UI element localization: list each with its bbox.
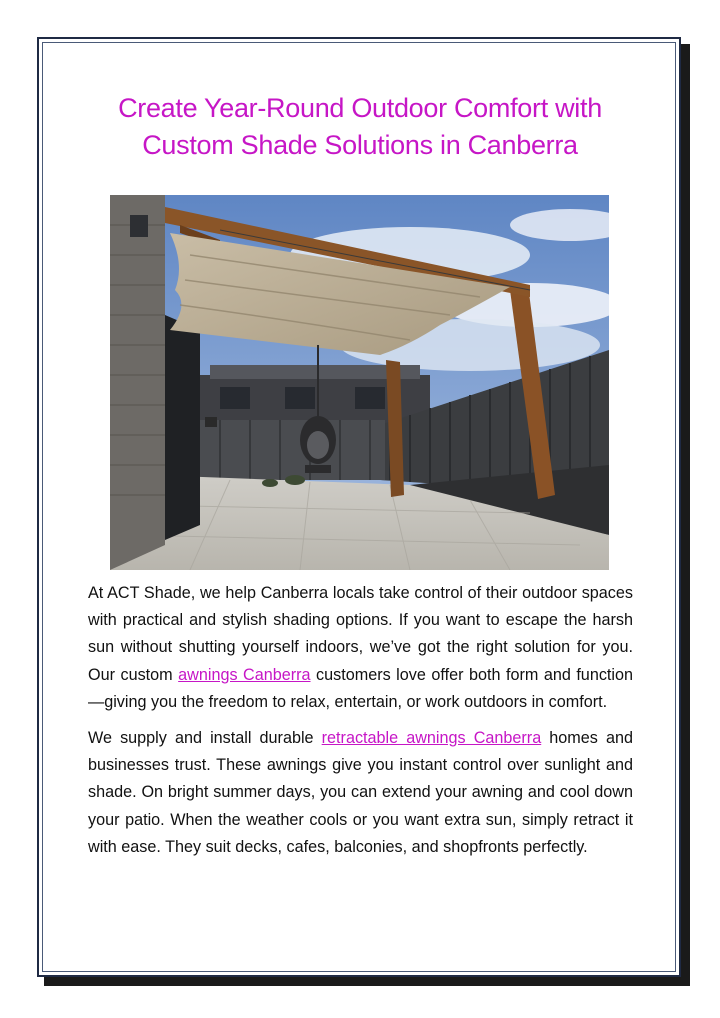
patio-shade-sail-photo [110,195,609,570]
article-body [88,580,633,870]
paragraph-2 [88,725,633,861]
retractable-awnings-canberra-link[interactable]: retractable awnings Canberra [321,729,542,748]
page-title-line-2: Custom Shade Solutions in Canberra [142,130,578,160]
awnings-canberra-link[interactable]: awnings Canberra [178,665,311,684]
page-title [60,90,660,164]
paragraph-2-text-start: We supply and install durable [88,729,322,748]
paragraph-2-text-end: homes and businesses trust. These awnings give you instant control over sunlight and shade. On bright summer days, you can extend your awning and cool down your patio. When the weather cools or you want extra sun, simply retract it with ease. They suit decks, cafes, balconies, and shopfronts perfectly. [88,729,633,856]
paragraph-1-text-start: At ACT Shade, we help Canberra locals take control of their outdoor spaces with practical and stylish shading options. If you want to escape the harsh sun without shutting yourself indoors, we’ve got the right solution for you. Our custom [88,584,633,684]
page-title-line-1: Create Year-Round Outdoor Comfort with [118,93,602,123]
paragraph-1-text-end: customers love offer both form and function—giving you the freedom to relax, entertain, or work outdoors in comfort. [88,665,634,711]
paragraph-1 [88,580,633,716]
